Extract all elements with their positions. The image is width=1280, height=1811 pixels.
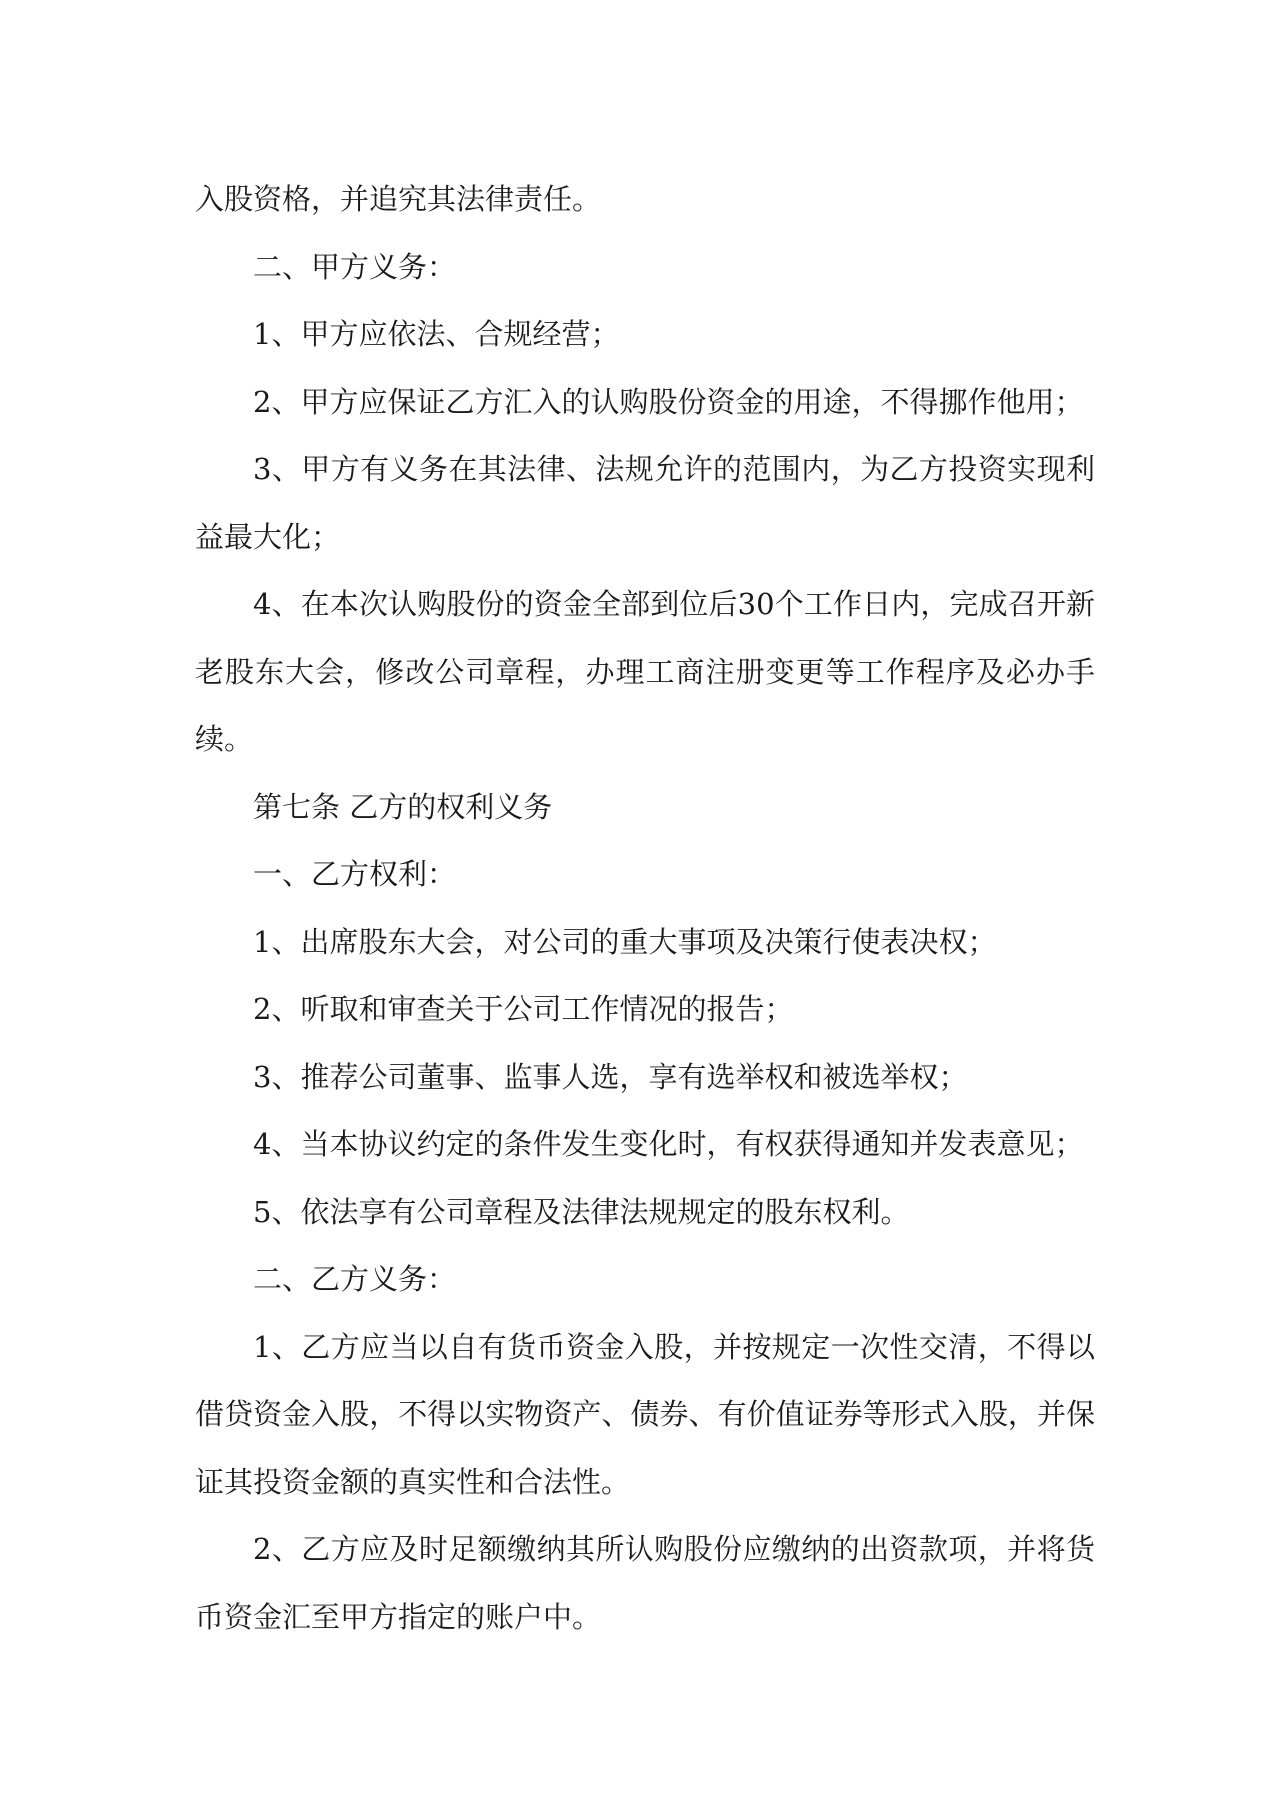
paragraph-party-b-right-1: 1、出席股东大会，对公司的重大事项及决策行使表决权； <box>253 924 997 959</box>
section-heading-party-b-rights: 一、乙方权利： <box>253 857 457 891</box>
article-heading-7: 第七条 乙方的权利义务 <box>253 789 553 824</box>
paragraph-party-a-obligation-2: 2、甲方应保证乙方汇入的认购股份资金的用途，不得挪作他用； <box>253 384 1084 419</box>
paragraph-party-b-right-5: 5、依法享有公司章程及法律法规规定的股东权利。 <box>253 1194 910 1229</box>
paragraph-party-a-obligation-3: 3、甲方有义务在其法律、法规允许的范围内，为乙方投资实现利益最大化； <box>195 452 1095 554</box>
paragraph-party-b-right-3: 3、推荐公司董事、监事人选，享有选举权和被选举权； <box>253 1059 968 1094</box>
paragraph-party-a-obligation-4: 4、在本次认购股份的资金全部到位后30个工作日内，完成召开新老股东大会，修改公司章程，办理工商注册变更等工作程序及必办手续。 <box>195 587 1095 756</box>
document-body <box>195 166 1095 1651</box>
section-heading-party-b-obligations: 二、乙方义务： <box>253 1262 457 1296</box>
paragraph-party-b-obligation-1: 1、乙方应当以自有货币资金入股，并按规定一次性交清，不得以借贷资金入股，不得以实物资产、债券、有价值证券等形式入股，并保证其投资金额的真实性和合法性。 <box>195 1329 1095 1499</box>
paragraph-continuation: 入股资格，并追究其法律责任。 <box>195 182 602 216</box>
paragraph-party-b-obligation-2: 2、乙方应及时足额缴纳其所认购股份应缴纳的出资款项，并将货币资金汇至甲方指定的账户中。 <box>195 1532 1095 1634</box>
paragraph-party-b-right-4: 4、当本协议约定的条件发生变化时，有权获得通知并发表意见； <box>253 1127 1084 1161</box>
paragraph-party-b-right-2: 2、听取和审查关于公司工作情况的报告； <box>253 992 794 1026</box>
paragraph-party-a-obligation-1: 1、甲方应依法、合规经营； <box>253 317 620 351</box>
section-heading-party-a-obligations: 二、甲方义务： <box>253 249 457 284</box>
